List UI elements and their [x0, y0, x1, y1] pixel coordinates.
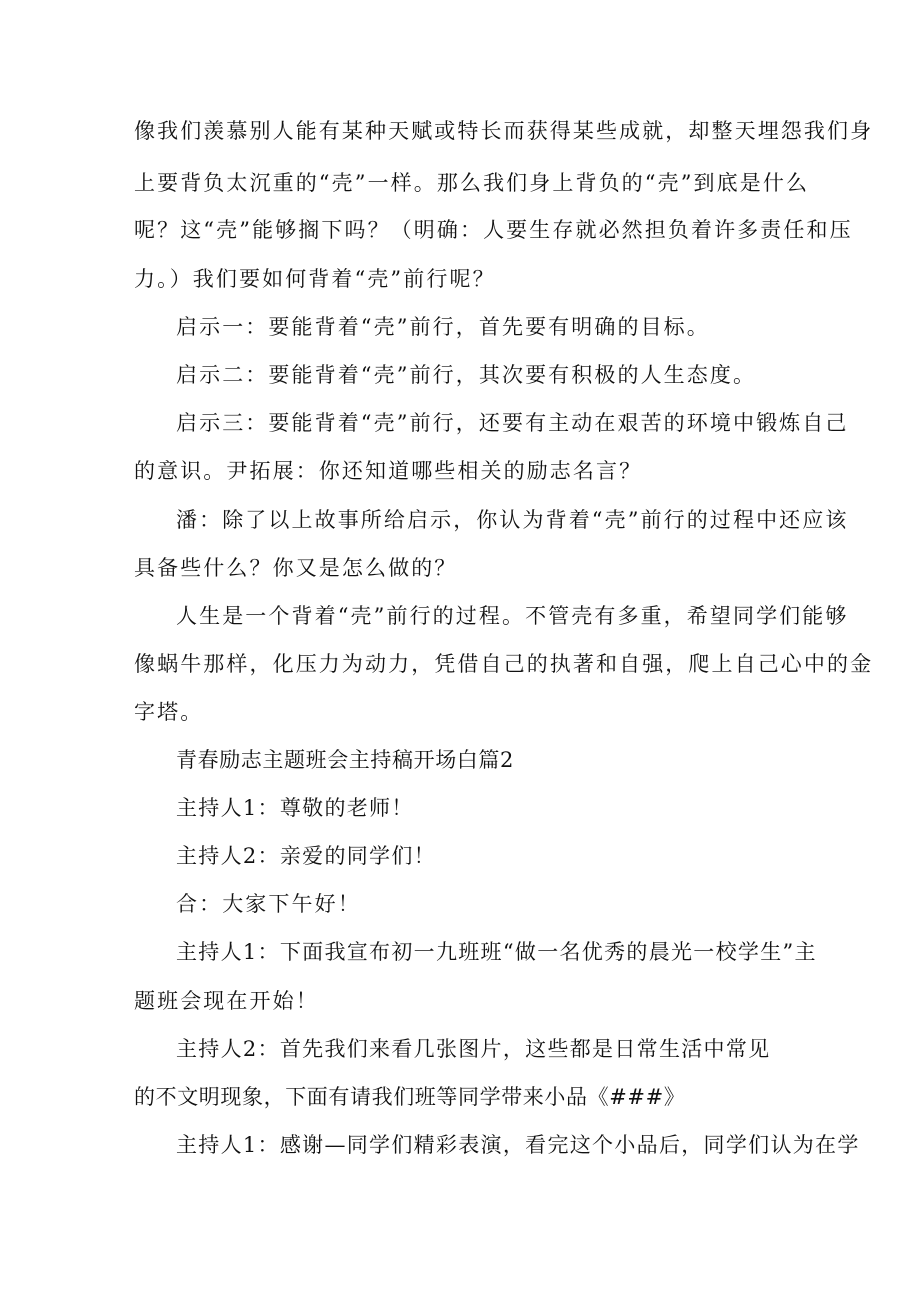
body-text-line: 潘：除了以上故事所给启示，你认为背着“壳”前行的过程中还应该	[176, 508, 849, 532]
dialogue-line: 主持人2：首先我们来看几张图片，这些都是日常生活中常见	[176, 1037, 771, 1061]
body-text-line: 启示三：要能背着“壳”前行，还要有主动在艰苦的环境中锻炼自己	[176, 411, 849, 435]
dialogue-line: 题班会现在开始！	[134, 989, 319, 1013]
body-text-line: 上要背负太沉重的“壳”一样。那么我们身上背负的“壳”到底是什么	[134, 171, 810, 195]
body-text-line: 的意识。尹拓展：你还知道哪些相关的励志名言？	[134, 459, 643, 483]
body-text-line: 人生是一个背着“壳”前行的过程。不管壳有多重，希望同学们能够	[176, 604, 849, 628]
dialogue-line: 主持人1：感谢—同学们精彩表演，看完这个小品后，同学们认为在学	[176, 1133, 860, 1157]
section-heading: 青春励志主题班会主持稿开场白篇2	[176, 748, 514, 772]
body-text-line: 启示二：要能背着“壳”前行，其次要有积极的人生态度。	[176, 363, 757, 387]
body-text-line: 像蜗牛那样，化压力为动力，凭借自己的执著和自强，爬上自己心中的金	[134, 652, 874, 676]
body-text-line: 启示一：要能背着“壳”前行，首先要有明确的目标。	[176, 315, 710, 339]
body-text-line: 呢？这“壳”能够搁下吗？（明确：人要生存就必然担负着许多责任和压	[134, 218, 853, 242]
body-text-line: 像我们羡慕别人能有某种天赋或特长而获得某些成就，却整天埋怨我们身	[134, 119, 874, 143]
dialogue-line: 合：大家下午好！	[176, 892, 361, 916]
body-text-line: 力。）我们要如何背着“壳”前行呢？	[134, 267, 496, 291]
body-text-line: 具备些什么？你又是怎么做的？	[134, 556, 458, 580]
dialogue-line: 主持人1：尊敬的老师！	[176, 796, 414, 820]
dialogue-line: 的不文明现象，下面有请我们班等同学带来小品《###》	[134, 1085, 686, 1109]
dialogue-line: 主持人1：下面我宣布初一九班班“做一名优秀的晨光一校学生”主	[176, 940, 817, 964]
dialogue-line: 主持人2：亲爱的同学们！	[176, 844, 436, 868]
body-text-line: 字塔。	[134, 700, 204, 724]
